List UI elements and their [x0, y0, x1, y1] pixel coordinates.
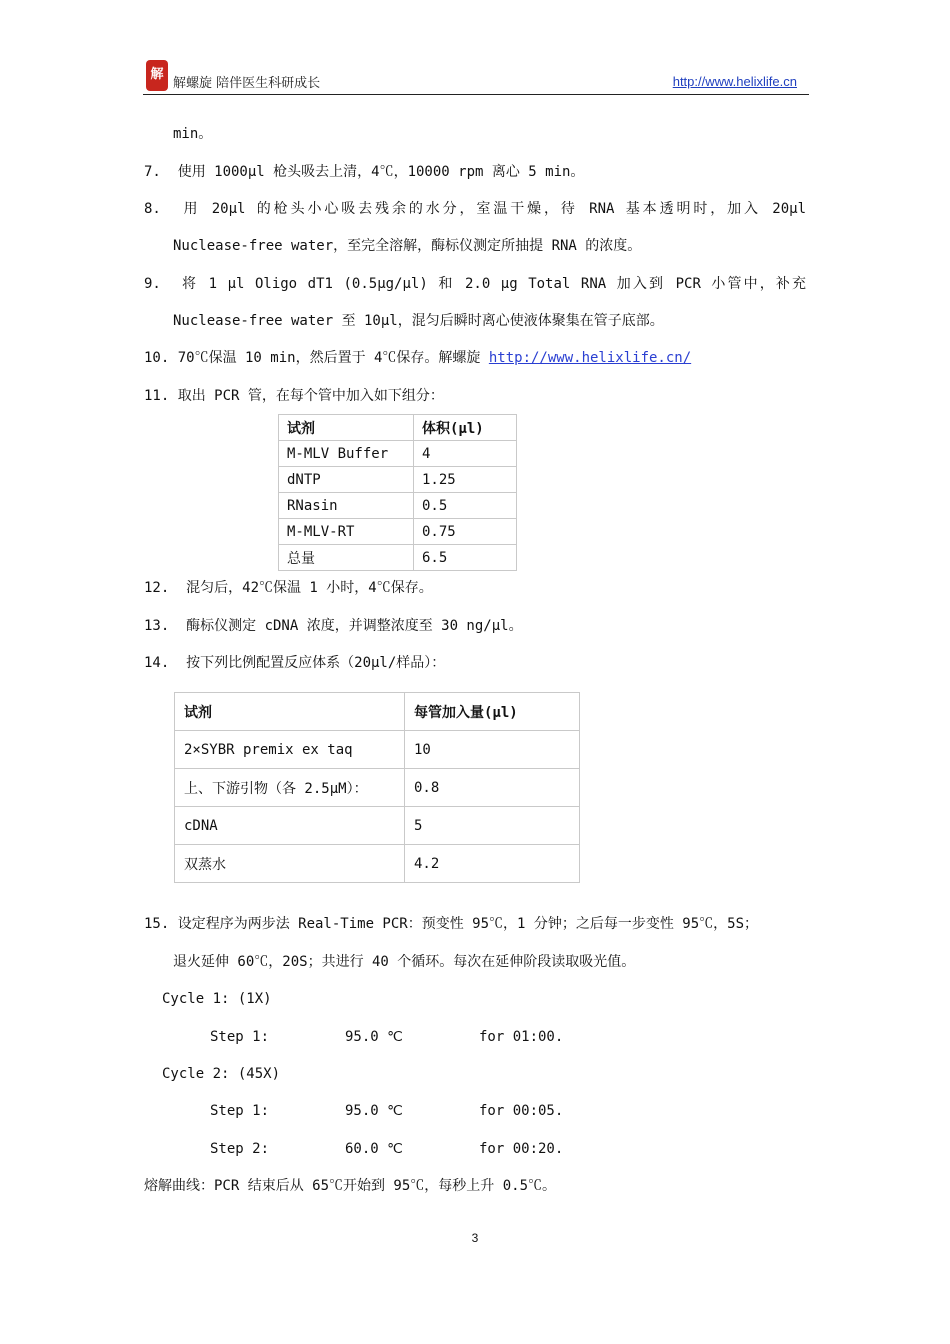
table-cell: 2×SYBR premix ex taq [175, 731, 405, 769]
step-8-line-2: Nuclease-free water，至完全溶解，酶标仪测定所抽提 RNA 的浓度。 [173, 238, 642, 254]
table-header-cell: 体积(µl) [414, 415, 517, 441]
page-number: 3 [471, 1231, 479, 1245]
cycle-1-step-1: Step 1: [210, 1029, 270, 1045]
table-cell: M-MLV-RT [279, 519, 414, 545]
table-cell: 4 [414, 441, 517, 467]
step-6-continuation: min。 [173, 126, 213, 142]
step-15-line-2: 退火延伸 60℃，20S；共进行 40 个循环。每次在延伸阶段读取吸光值。 [173, 954, 636, 970]
step-14: 14. 按下列比例配置反应体系（20µl/样品）： [144, 655, 446, 671]
table-cell: RNasin [279, 493, 414, 519]
table-row [279, 519, 517, 545]
table-header-cell: 试剂 [279, 415, 414, 441]
table-row [279, 467, 517, 493]
table-row [175, 769, 580, 807]
cycle-2-label: Cycle 2: (45X) [162, 1066, 281, 1082]
step-15-line-1: 15. 设定程序为两步法 Real-Time PCR：预变性 95℃，1 分钟；之后每一步变性 95℃，5S； [144, 916, 759, 932]
table-header-cell: 试剂 [175, 693, 405, 731]
table-row [279, 545, 517, 571]
table-cell: 0.8 [405, 769, 580, 807]
cycle-1-step-1-time: for 01:00. [479, 1029, 564, 1045]
table-row [175, 731, 580, 769]
page-header [143, 58, 809, 95]
cycle-2-step-1-time: for 00:05. [479, 1103, 564, 1119]
table-header-cell: 每管加入量(µl) [405, 693, 580, 731]
table-row [279, 441, 517, 467]
table-header-row [175, 693, 580, 731]
step-11: 11. 取出 PCR 管，在每个管中加入如下组分： [144, 388, 444, 404]
step-9-line-2: Nuclease-free water 至 10µl，混匀后瞬时离心使液体聚集在管子底部。 [173, 313, 664, 329]
table-cell: M-MLV Buffer [279, 441, 414, 467]
step-8-line-1: 8. 用 20μl 的枪头小心吸去残余的水分，室温干燥，待 RNA 基本透明时，加入 20μl [144, 201, 806, 217]
table-cell: 10 [405, 731, 580, 769]
step-13: 13. 酶标仪测定 cDNA 浓度，并调整浓度至 30 ng/µl。 [144, 618, 523, 634]
table-cell: 上、下游引物（各 2.5µM）： [175, 769, 405, 807]
cycle-2-step-1: Step 1: [210, 1103, 270, 1119]
logo-text: 解螺旋 陪伴医生科研成长 [173, 76, 321, 91]
header-url-link[interactable]: http://www.helixlife.cn [672, 74, 797, 89]
step-10-text: 10. 70℃保温 10 min，然后置于 4℃保存。解螺旋 [144, 350, 489, 366]
step-10 [144, 348, 691, 368]
table-row [175, 807, 580, 845]
qpcr-reaction-table [174, 692, 580, 883]
cycle-1-step-1-temp: 95.0 ℃ [345, 1029, 403, 1045]
table-cell: 双蒸水 [175, 845, 405, 883]
step-7: 7. 使用 1000μl 枪头吸去上清，4℃，10000 rpm 离心 5 min。 [144, 164, 585, 180]
cycle-1-label: Cycle 1: (1X) [162, 991, 272, 1007]
table-row [175, 845, 580, 883]
step-9-line-1: 9. 将 1 µl Oligo dT1 (0.5µg/µl) 和 2.0 µg Total RNA 加入到 PCR 小管中，补充 [144, 276, 806, 292]
table-cell: 1.25 [414, 467, 517, 493]
helixlife-link[interactable]: http://www.helixlife.cn/ [488, 350, 692, 366]
table-header-row [279, 415, 517, 441]
table-cell: 6.5 [414, 545, 517, 571]
reverse-transcription-table [278, 414, 517, 571]
logo-icon: 解 [146, 60, 168, 91]
table-cell: dNTP [279, 467, 414, 493]
step-12: 12. 混匀后，42℃保温 1 小时，4℃保存。 [144, 580, 433, 596]
table-row [279, 493, 517, 519]
cycle-2-step-1-temp: 95.0 ℃ [345, 1103, 403, 1119]
table-cell: cDNA [175, 807, 405, 845]
table-cell: 4.2 [405, 845, 580, 883]
table-cell: 总量 [279, 545, 414, 571]
table-cell: 0.5 [414, 493, 517, 519]
table-cell: 0.75 [414, 519, 517, 545]
cycle-2-step-2-temp: 60.0 ℃ [345, 1141, 403, 1157]
cycle-2-step-2: Step 2: [210, 1141, 270, 1157]
table-cell: 5 [405, 807, 580, 845]
melt-curve-note: 熔解曲线：PCR 结束后从 65℃开始到 95℃，每秒上升 0.5℃。 [144, 1178, 557, 1194]
cycle-2-step-2-time: for 00:20. [479, 1141, 564, 1157]
